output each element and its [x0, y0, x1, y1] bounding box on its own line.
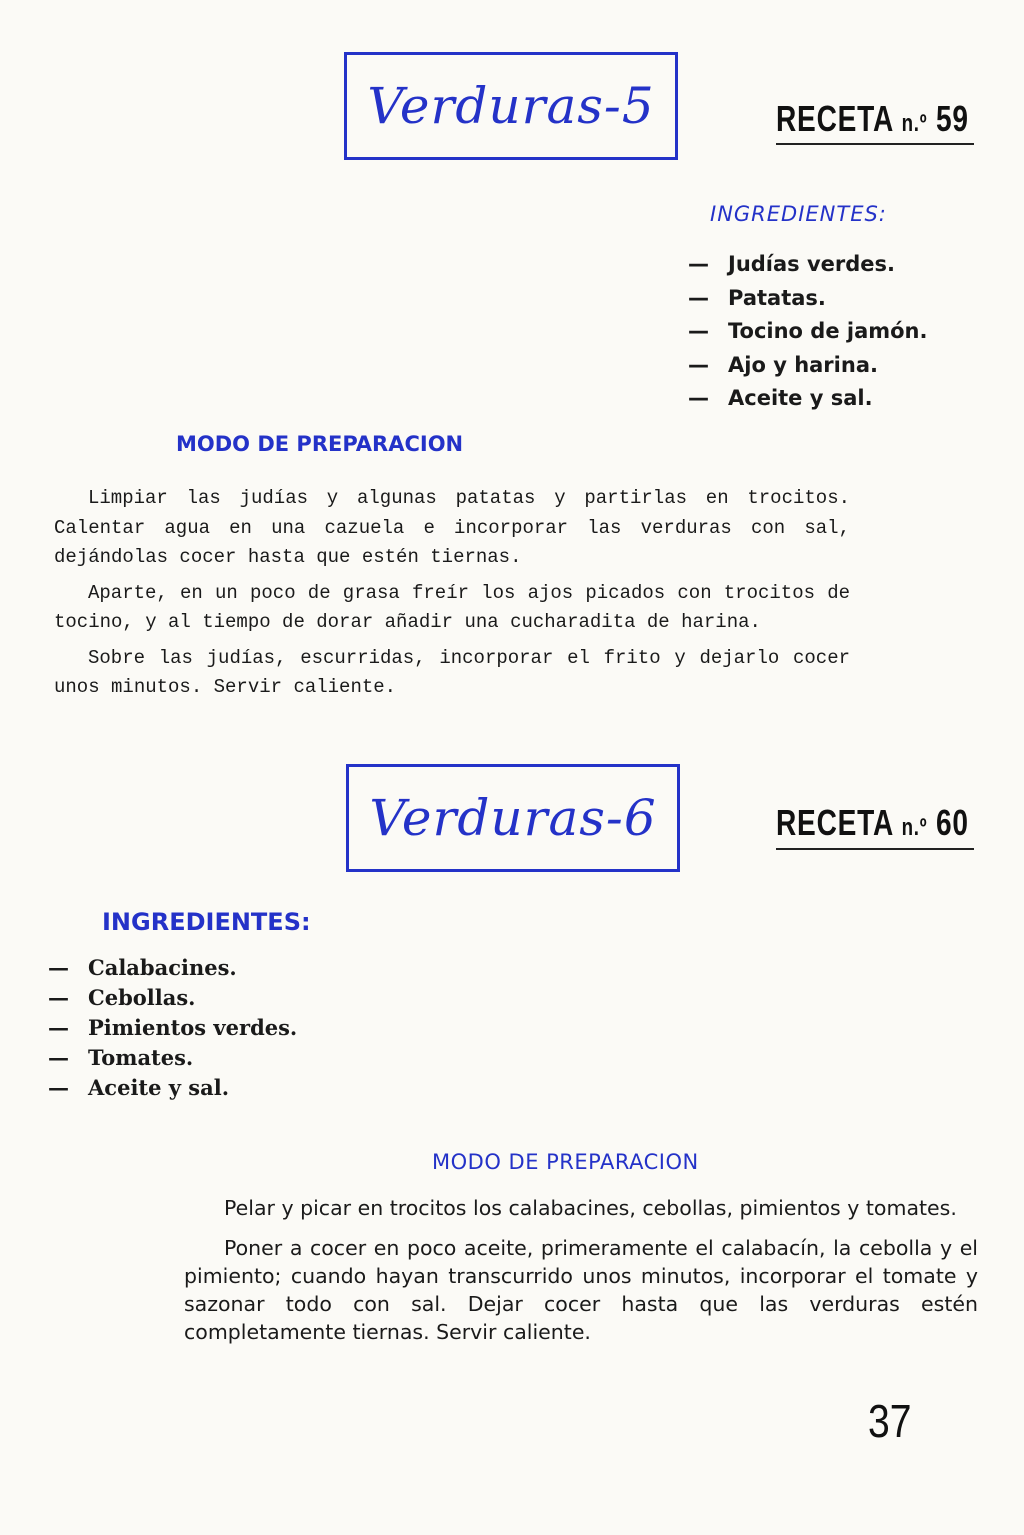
recipe-title-box [344, 52, 678, 160]
recipe-title: Verduras-5 [367, 77, 655, 135]
ingredients-list [688, 248, 928, 416]
method-paragraph: Aparte, en un poco de grasa freír los ajos picados con trocitos de tocino, y al tiempo de dorar añadir una cucharadita de harina. [54, 581, 850, 633]
ingredient-item: — Calabacines. [48, 955, 237, 980]
recipe-title-box [346, 764, 680, 872]
receta-n-label: n.º [901, 814, 928, 841]
method-paragraph: Sobre las judías, escurridas, incorporar el frito y dejarlo cocer unos minutos. Servir caliente. [54, 646, 850, 698]
recipe-number-rule [776, 848, 974, 850]
page-number: 37 [868, 1395, 912, 1447]
ingredient-item: — Cebollas. [48, 985, 196, 1010]
ingredient-item: — Tocino de jamón. [688, 319, 928, 343]
receta-number: 59 [935, 98, 969, 139]
method-heading: MODO DE PREPARACION [432, 1150, 699, 1174]
recipe-title: Verduras-6 [369, 789, 657, 847]
method-heading: MODO DE PREPARACION [176, 432, 464, 456]
ingredients-list [48, 953, 297, 1103]
receta-label: RECETA [776, 98, 893, 139]
receta-number: 60 [935, 802, 969, 843]
method-text [54, 484, 850, 709]
receta-label: RECETA [776, 802, 893, 843]
ingredient-item: — Judías verdes. [688, 252, 896, 276]
ingredient-item: — Ajo y harina. [688, 352, 878, 377]
ingredient-item: — Tomates. [48, 1045, 194, 1070]
method-text [184, 1194, 978, 1358]
ingredient-item: — Patatas. [688, 285, 826, 310]
method-paragraph: Pelar y picar en trocitos los calabacines, cebollas, pimientos y tomates. [224, 1196, 957, 1220]
recipe-number-rule [776, 143, 974, 145]
ingredients-heading: INGREDIENTES: [102, 908, 311, 936]
ingredient-item: — Aceite y sal. [688, 386, 873, 410]
recipe-number-label [776, 98, 969, 140]
method-paragraph: Limpiar las judías y algunas patatas y partirlas en trocitos. Calentar agua en una cazuela e incorporar las verduras con sal, dejándolas cocer hasta que estén tiernas. [54, 487, 850, 568]
ingredient-item: — Aceite y sal. [48, 1075, 230, 1100]
ingredients-heading: INGREDIENTES: [710, 202, 887, 226]
recipe-number-label [776, 802, 969, 844]
ingredient-item: — Pimientos verdes. [48, 1015, 298, 1040]
receta-n-label: n.º [901, 110, 928, 137]
method-paragraph: Poner a cocer en poco aceite, primeramente el calabacín, la cebolla y el pimiento; cuando hayan transcurrido unos minutos, incorporar el tomate y sazonar todo con sal. Dejar cocer hasta que las verduras estén completamente tiernas. Servir caliente. [184, 1236, 978, 1344]
